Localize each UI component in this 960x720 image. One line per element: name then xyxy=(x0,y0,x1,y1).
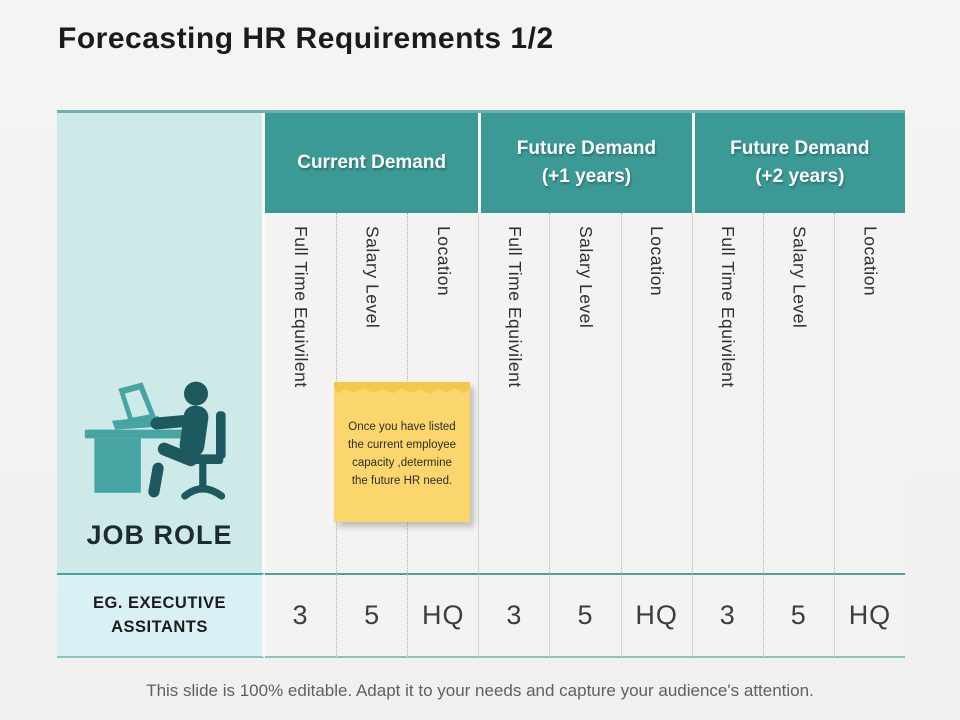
data-cell: 5 xyxy=(336,573,407,658)
header-future-demand-2: Future Demand (+2 years) xyxy=(692,113,905,213)
sticky-note-text: Once you have listed the current employee capacity ,determine the future HR need. xyxy=(347,421,457,487)
column-label-fte: Full Time Equivilent xyxy=(692,213,763,573)
data-row-label: EG. EXECUTIVE ASSITANTS xyxy=(57,573,265,658)
data-cell: HQ xyxy=(621,573,692,658)
column-label-location: Location xyxy=(407,213,478,573)
data-cell: HQ xyxy=(834,573,905,658)
column-label-fte: Full Time Equivilent xyxy=(265,213,336,573)
column-label-salary: Salary Level xyxy=(763,213,834,573)
job-role-cell xyxy=(57,113,265,573)
data-cell: 3 xyxy=(692,573,763,658)
slide-title: Forecasting HR Requirements 1/2 xyxy=(58,22,554,55)
column-label-salary: Salary Level xyxy=(549,213,620,573)
job-role-label: JOB ROLE xyxy=(86,520,233,550)
column-label-location: Location xyxy=(621,213,692,573)
data-cell: HQ xyxy=(407,573,478,658)
header-current-demand: Current Demand xyxy=(265,113,478,213)
person-at-desk-icon xyxy=(80,375,240,510)
column-label-location: Location xyxy=(834,213,905,573)
data-cell: 3 xyxy=(265,573,336,658)
header-future-demand-1: Future Demand (+1 years) xyxy=(478,113,691,213)
sticky-note xyxy=(334,382,470,522)
data-cell: 5 xyxy=(549,573,620,658)
column-label-fte: Full Time Equivilent xyxy=(478,213,549,573)
hr-forecast-table xyxy=(57,110,905,661)
data-cell: 5 xyxy=(763,573,834,658)
data-cell: 3 xyxy=(478,573,549,658)
footer-caption: This slide is 100% editable. Adapt it to your needs and capture your audience's attention. xyxy=(146,681,814,700)
sticky-note-torn-edge xyxy=(334,382,470,395)
column-label-salary: Salary Level xyxy=(336,213,407,573)
